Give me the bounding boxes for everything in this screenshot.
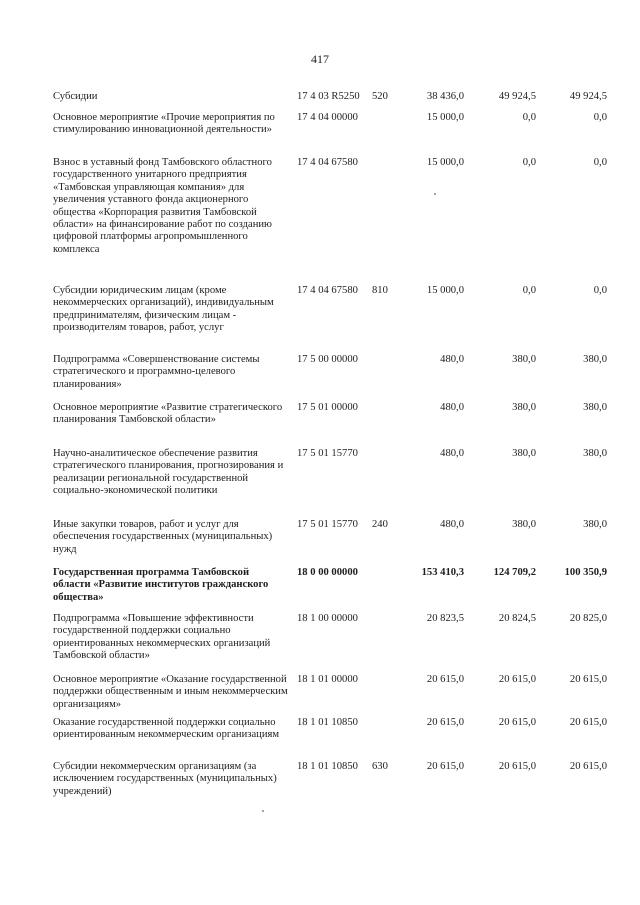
row-value-1: 20 615,0 [426, 717, 464, 728]
row-code: 17 4 04 67580 [297, 285, 358, 296]
row-code: 17 4 04 00000 [297, 112, 358, 123]
row-name: Основное мероприятие «Развитие стратегического планирования Тамбовской области» [53, 402, 283, 426]
row-name: Подпрограмма «Совершенствование системы стратегического и программно-целевого планирования» [53, 354, 260, 390]
page-number: 417 [311, 52, 329, 66]
row-code: 17 4 04 67580 [297, 157, 358, 168]
row-value-3: 20 825,0 [569, 613, 607, 624]
row-name: Научно-аналитическое обеспечение развития стратегического планирования, прогнозирования и реализации региональной государственной социально-экономической политики [53, 448, 284, 497]
row-code: 17 5 01 15770 [297, 448, 358, 459]
row-name: Субсидии некоммерческим организациям (за исключением государственных (муниципальных) учреждений) [53, 761, 277, 797]
row-value-1: 15 000,0 [426, 157, 464, 168]
row-code: 18 1 01 10850 [297, 717, 358, 728]
row-value-3: 380,0 [583, 402, 607, 413]
row-value-1: 153 410,3 [421, 567, 464, 578]
row-value-2: 0,0 [522, 112, 536, 123]
row-value-2: 380,0 [512, 354, 536, 365]
scan-speck [262, 810, 264, 812]
scan-speck [434, 193, 436, 195]
row-value-2: 20 615,0 [498, 761, 536, 772]
row-value-3: 380,0 [583, 448, 607, 459]
row-value-3: 20 615,0 [569, 674, 607, 685]
row-value-3: 380,0 [583, 519, 607, 530]
row-code: 17 5 01 00000 [297, 402, 358, 413]
row-value-1: 480,0 [440, 519, 464, 530]
row-value-2: 20 824,5 [498, 613, 536, 624]
row-name: Иные закупки товаров, работ и услуг для обеспечения государственных (муниципальных) нужд [53, 519, 273, 555]
row-value-1: 480,0 [440, 354, 464, 365]
row-value-1: 480,0 [440, 448, 464, 459]
row-name: Субсидии [53, 91, 98, 102]
row-value-3: 20 615,0 [569, 717, 607, 728]
row-value-2: 0,0 [522, 285, 536, 296]
row-name: Основное мероприятие «Оказание государственной поддержки общественным и иным некоммерческим организациям» [53, 674, 288, 710]
row-code: 17 4 03 R5250 [297, 91, 360, 102]
row-expense-type: 630 [372, 761, 388, 772]
row-value-1: 15 000,0 [426, 112, 464, 123]
row-value-3: 380,0 [583, 354, 607, 365]
row-value-3: 0,0 [593, 157, 607, 168]
row-expense-type: 240 [372, 519, 388, 530]
row-expense-type: 810 [372, 285, 388, 296]
row-value-1: 480,0 [440, 402, 464, 413]
row-name: Основное мероприятие «Прочие мероприятия по стимулированию инновационной деятельности» [53, 112, 275, 136]
row-value-3: 0,0 [593, 112, 607, 123]
row-value-2: 49 924,5 [498, 91, 536, 102]
row-name: Субсидии юридическим лицам (кроме некоммерческих организаций), индивидуальным предпринимателям, физическим лицам - производителям товаров, работ, услуг [53, 285, 274, 334]
row-value-2: 380,0 [512, 402, 536, 413]
row-code: 17 5 01 15770 [297, 519, 358, 530]
row-code: 18 1 00 00000 [297, 613, 358, 624]
row-value-1: 15 000,0 [426, 285, 464, 296]
row-value-1: 38 436,0 [426, 91, 464, 102]
row-value-1: 20 615,0 [426, 674, 464, 685]
row-name: Государственная программа Тамбовской области «Развитие институтов гражданского общества» [53, 567, 269, 603]
row-value-2: 380,0 [512, 448, 536, 459]
row-value-3: 49 924,5 [569, 91, 607, 102]
row-code: 18 1 01 10850 [297, 761, 358, 772]
row-value-2: 20 615,0 [498, 717, 536, 728]
row-expense-type: 520 [372, 91, 388, 102]
row-code: 17 5 00 00000 [297, 354, 358, 365]
row-value-3: 0,0 [593, 285, 607, 296]
row-value-2: 124 709,2 [493, 567, 536, 578]
row-value-3: 100 350,9 [564, 567, 607, 578]
row-value-2: 380,0 [512, 519, 536, 530]
row-name: Взнос в уставный фонд Тамбовского областного государственного унитарного предприятия «Тамбовская управляющая компания» для увеличения уставного фонда акционерного общества «Корпорация развития Тамбовской области» на финансирование работ по созданию цифровой платформы агропромышленного комплекса [53, 157, 272, 255]
row-value-1: 20 823,5 [426, 613, 464, 624]
row-name: Оказание государственной поддержки социально ориентированным некоммерческим организациям [53, 717, 280, 741]
row-value-1: 20 615,0 [426, 761, 464, 772]
row-code: 18 1 01 00000 [297, 674, 358, 685]
row-value-2: 20 615,0 [498, 674, 536, 685]
row-name: Подпрограмма «Повышение эффективности государственной поддержки социально ориентированных некоммерческих организаций Тамбовской области» [53, 613, 271, 662]
row-code: 18 0 00 00000 [297, 567, 358, 578]
row-value-2: 0,0 [522, 157, 536, 168]
row-value-3: 20 615,0 [569, 761, 607, 772]
